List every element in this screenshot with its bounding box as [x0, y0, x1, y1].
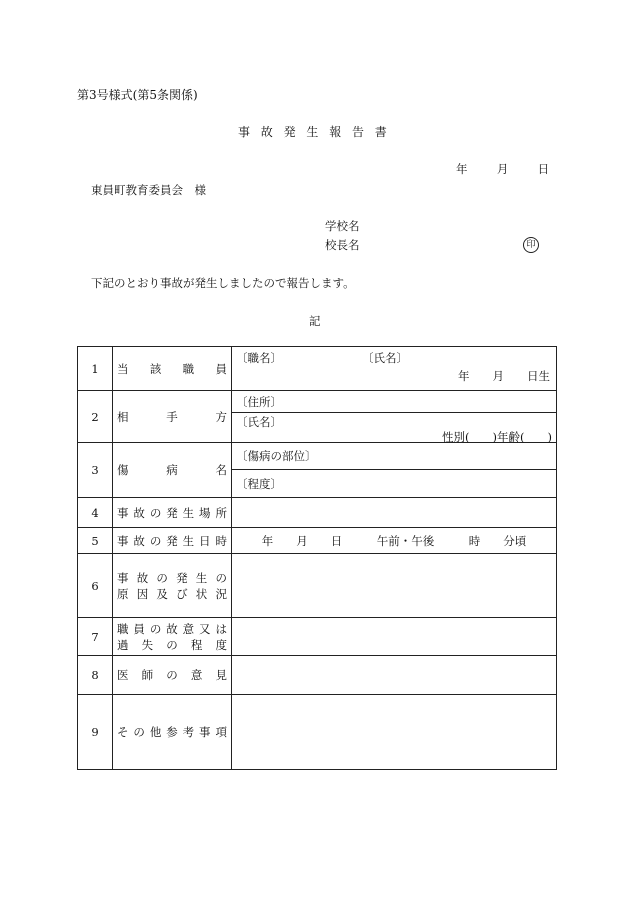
label-text: 傷 病 名 [117, 463, 227, 477]
label-text: そ の 他 参 考 事 項 [117, 725, 227, 739]
field-other-notes[interactable] [232, 695, 557, 770]
table-row [78, 554, 557, 618]
field-injury-part[interactable]: 〔傷病の部位〕 [232, 443, 557, 470]
table-row [78, 443, 557, 470]
field-address[interactable]: 〔住所〕 [232, 391, 557, 413]
field-birthdate: 年 月 日生 [458, 369, 550, 383]
school-name-label: 学校名 [325, 219, 360, 233]
label-text: 職 員 の 故 意 又 は [117, 621, 227, 636]
row-number: 1 [78, 347, 113, 391]
field-location[interactable] [232, 498, 557, 528]
row-label [113, 695, 232, 770]
label-text: 事 故 の 発 生 の [117, 570, 227, 585]
row-number: 2 [78, 391, 113, 443]
form-id: 第3号様式(第5条関係) [77, 88, 198, 102]
row-number: 9 [78, 695, 113, 770]
label-text: 事 故 の 発 生 場 所 [117, 505, 227, 520]
intro-text: 下記のとおり事故が発生しましたので報告します。 [91, 276, 355, 290]
row-label [113, 443, 232, 498]
date-line [456, 161, 549, 177]
table-row [78, 656, 557, 695]
field-doctor-opinion[interactable] [232, 656, 557, 695]
row-field[interactable] [232, 413, 557, 443]
date-year: 年 [456, 162, 468, 176]
table-row [78, 618, 557, 656]
row-label [113, 618, 232, 656]
label-text: 事 故 の 発 生 日 時 [117, 533, 227, 548]
row-label [113, 528, 232, 554]
label-text: 相 手 方 [117, 409, 227, 424]
field-job-title: 〔職名〕 [236, 351, 282, 365]
row-field[interactable] [232, 347, 557, 391]
field-severity[interactable]: 〔程度〕 [232, 470, 557, 498]
row-number: 7 [78, 618, 113, 656]
row-label [113, 656, 232, 695]
field-cause[interactable] [232, 554, 557, 618]
row-label [113, 347, 232, 391]
date-day: 日 [537, 162, 550, 176]
table-row [78, 347, 557, 391]
row-label [113, 391, 232, 443]
field-negligence[interactable] [232, 618, 557, 656]
field-sex-age: 性別( )年齢( ) [442, 430, 552, 444]
row-number: 8 [78, 656, 113, 695]
table-row [78, 498, 557, 528]
seal-icon: 印 [523, 237, 539, 253]
ki-heading: 記 [309, 314, 321, 328]
label-text: 当 該 職 員 [117, 361, 227, 376]
label-text: 医 師 の 意 見 [117, 668, 227, 682]
row-number: 3 [78, 443, 113, 498]
addressee: 東員町教育委員会 様 [91, 183, 206, 197]
row-number: 4 [78, 498, 113, 528]
seal-mark [523, 236, 539, 253]
label-text: 過 失 の 程 度 [117, 637, 227, 652]
table-row [78, 695, 557, 770]
label-text: 原 因 及 び 状 況 [117, 586, 227, 601]
document-title: 事故発生報告書 [238, 125, 398, 139]
table-row [78, 391, 557, 413]
report-table [77, 346, 557, 770]
row-label [113, 554, 232, 618]
row-label [113, 498, 232, 528]
table-row [78, 528, 557, 554]
principal-name-label: 校長名 [325, 238, 360, 252]
row-number: 5 [78, 528, 113, 554]
field-name: 〔氏名〕 [362, 351, 408, 365]
field-datetime[interactable]: 年 月 日 午前・午後 時 分頃 [232, 528, 557, 554]
field-name: 〔氏名〕 [236, 415, 282, 429]
date-month: 月 [496, 162, 509, 176]
row-number: 6 [78, 554, 113, 618]
